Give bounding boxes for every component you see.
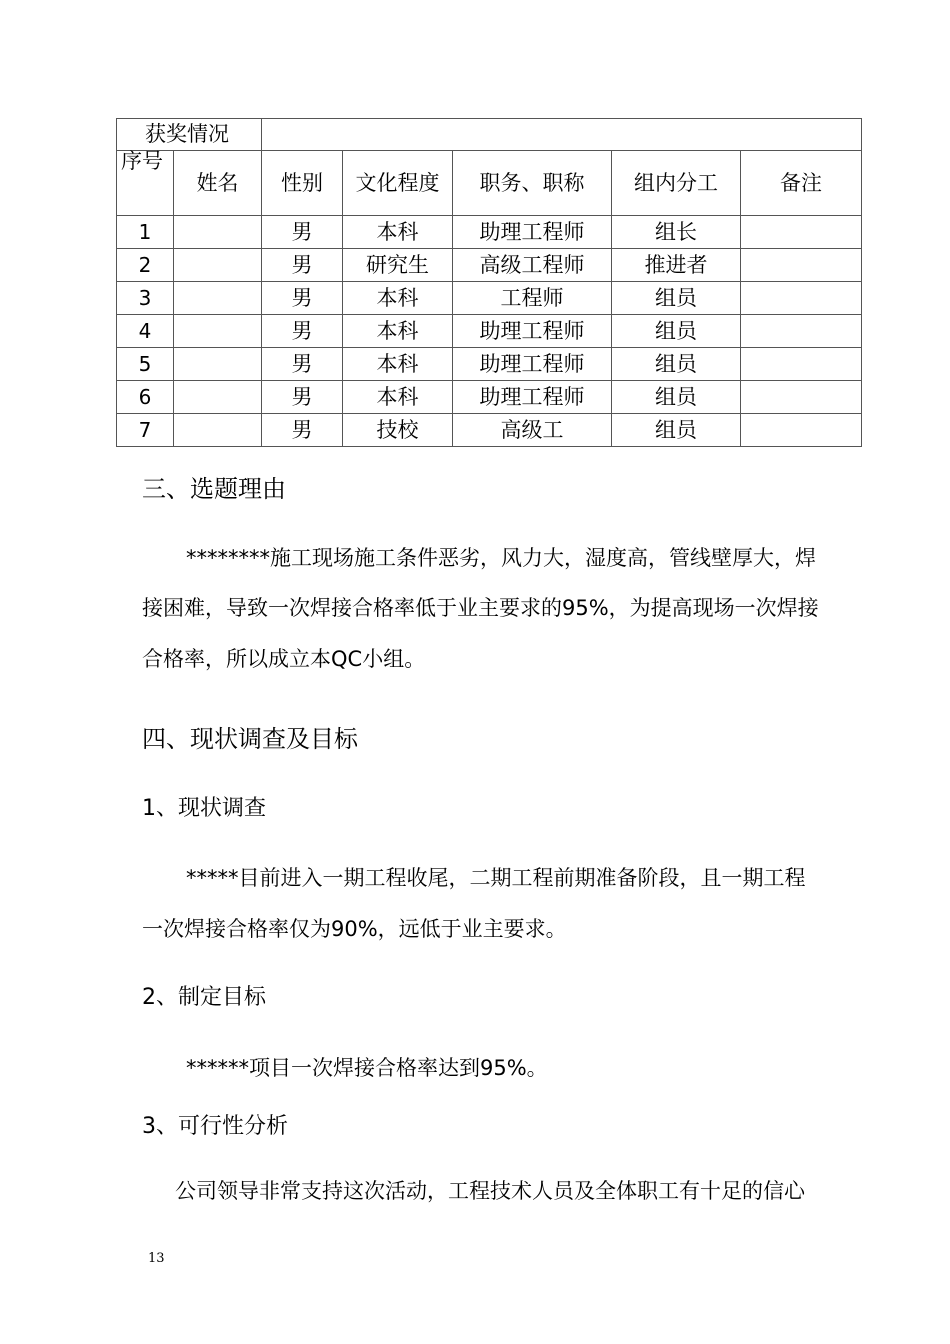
table-row <box>117 315 862 348</box>
cell-title: 助理工程师 <box>453 216 612 249</box>
award-row <box>117 119 862 151</box>
table-row <box>117 381 862 414</box>
cell-seq: 6 <box>117 381 174 414</box>
table-row <box>117 282 862 315</box>
cell-title: 高级工程师 <box>453 249 612 282</box>
header-note: 备注 <box>741 151 862 216</box>
cell-name <box>174 315 262 348</box>
cell-role: 组长 <box>612 216 741 249</box>
section-3-paragraph-line-2: 接困难，导致一次焊接合格率低于业主要求的95%，为提高现场一次焊接 <box>142 596 819 620</box>
cell-note <box>741 216 862 249</box>
section-4-2-title: 2、制定目标 <box>142 985 266 1010</box>
header-role: 组内分工 <box>612 151 741 216</box>
header-seq: 序号 <box>117 151 174 216</box>
cell-name <box>174 216 262 249</box>
cell-education: 本科 <box>343 282 453 315</box>
header-gender: 性别 <box>262 151 343 216</box>
cell-note <box>741 282 862 315</box>
cell-role: 组员 <box>612 348 741 381</box>
cell-title: 工程师 <box>453 282 612 315</box>
cell-role: 组员 <box>612 315 741 348</box>
cell-education: 研究生 <box>343 249 453 282</box>
cell-role: 组员 <box>612 414 741 447</box>
section-4-title: 四、现状调查及目标 <box>142 725 358 753</box>
section-4-3-paragraph-line-1: 公司领导非常支持这次活动，工程技术人员及全体职工有十足的信心 <box>175 1179 805 1203</box>
section-3-paragraph-line-3: 合格率，所以成立本QC小组。 <box>142 647 426 671</box>
table-row <box>117 249 862 282</box>
cell-gender: 男 <box>262 282 343 315</box>
cell-role: 推进者 <box>612 249 741 282</box>
cell-title: 助理工程师 <box>453 315 612 348</box>
cell-title: 助理工程师 <box>453 381 612 414</box>
cell-education: 本科 <box>343 381 453 414</box>
cell-gender: 男 <box>262 414 343 447</box>
cell-seq: 7 <box>117 414 174 447</box>
cell-note <box>741 348 862 381</box>
award-value <box>262 119 862 151</box>
cell-seq: 4 <box>117 315 174 348</box>
team-members-table <box>116 118 862 447</box>
cell-title: 助理工程师 <box>453 348 612 381</box>
cell-education: 本科 <box>343 348 453 381</box>
cell-seq: 2 <box>117 249 174 282</box>
cell-seq: 5 <box>117 348 174 381</box>
header-education: 文化程度 <box>343 151 453 216</box>
table-header-row <box>117 151 862 216</box>
cell-education: 本科 <box>343 216 453 249</box>
table-row <box>117 348 862 381</box>
section-3-title: 三、选题理由 <box>142 475 286 503</box>
cell-note <box>741 414 862 447</box>
cell-name <box>174 414 262 447</box>
section-4-1-paragraph-line-2: 一次焊接合格率仅为90%，远低于业主要求。 <box>142 917 567 941</box>
cell-seq: 3 <box>117 282 174 315</box>
cell-education: 本科 <box>343 315 453 348</box>
section-4-2-paragraph-line-1: ******项目一次焊接合格率达到95%。 <box>186 1056 548 1080</box>
table-row <box>117 216 862 249</box>
cell-name <box>174 282 262 315</box>
cell-name <box>174 249 262 282</box>
section-4-3-title: 3、可行性分析 <box>142 1114 288 1139</box>
cell-role: 组员 <box>612 282 741 315</box>
cell-note <box>741 315 862 348</box>
cell-gender: 男 <box>262 381 343 414</box>
header-title: 职务、职称 <box>453 151 612 216</box>
table-row <box>117 414 862 447</box>
cell-title: 高级工 <box>453 414 612 447</box>
cell-note <box>741 381 862 414</box>
award-label: 获奖情况 <box>117 119 262 151</box>
cell-gender: 男 <box>262 315 343 348</box>
cell-gender: 男 <box>262 249 343 282</box>
page-number: 13 <box>148 1251 165 1266</box>
cell-education: 技校 <box>343 414 453 447</box>
section-4-1-paragraph-line-1: *****目前进入一期工程收尾，二期工程前期准备阶段，且一期工程 <box>186 866 806 890</box>
section-3-paragraph-line-1: ********施工现场施工条件恶劣，风力大，湿度高，管线壁厚大，焊 <box>186 546 816 570</box>
cell-gender: 男 <box>262 216 343 249</box>
section-4-1-title: 1、现状调查 <box>142 796 266 821</box>
cell-name <box>174 381 262 414</box>
cell-note <box>741 249 862 282</box>
cell-gender: 男 <box>262 348 343 381</box>
cell-role: 组员 <box>612 381 741 414</box>
cell-name <box>174 348 262 381</box>
header-name: 姓名 <box>174 151 262 216</box>
cell-seq: 1 <box>117 216 174 249</box>
